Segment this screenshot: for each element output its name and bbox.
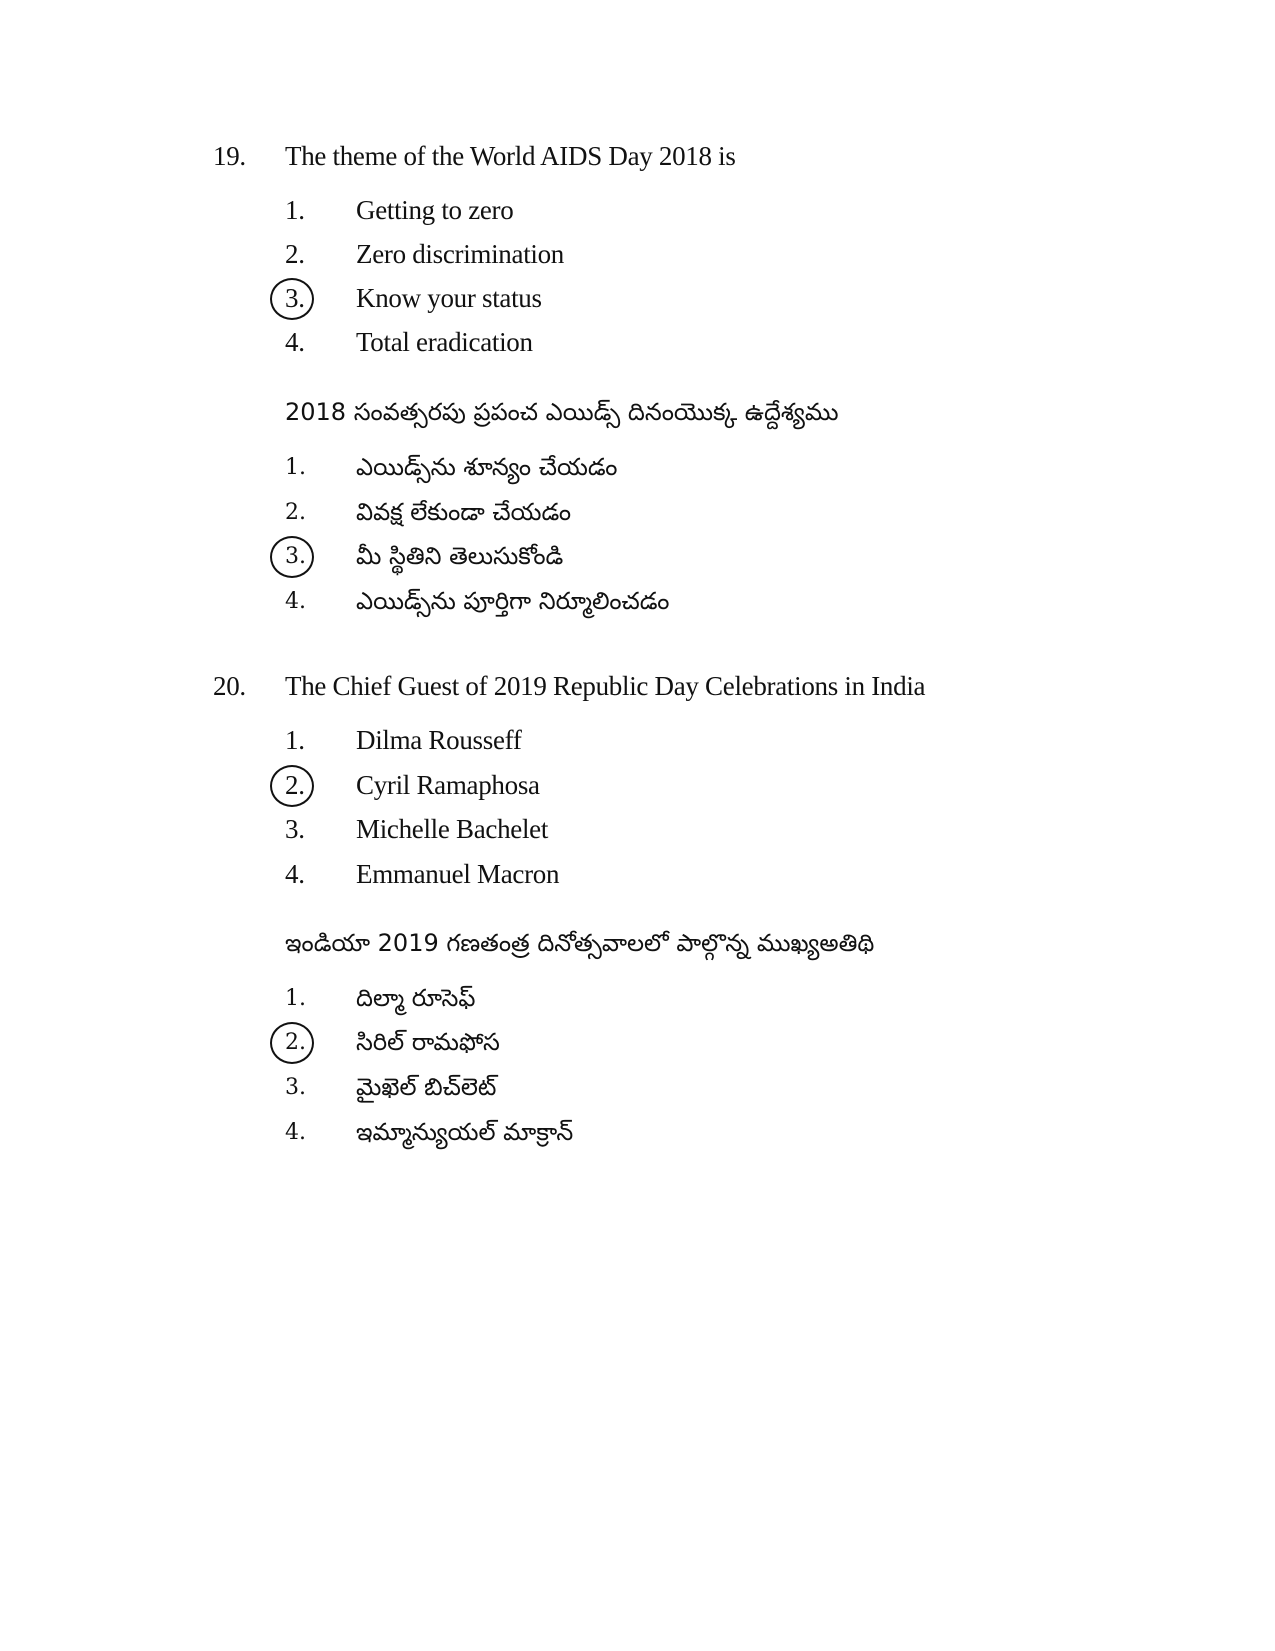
option-text-telugu: ఇమ్మాన్యుయల్ మాక్రాన్ — [356, 1118, 574, 1146]
question-text-english: The Chief Guest of 2019 Republic Day Celebrations in India — [285, 671, 926, 701]
option-number: 2. — [285, 239, 305, 269]
option-number: 4. — [285, 589, 306, 614]
option-text: Getting to zero — [356, 195, 514, 225]
option-text: Zero discrimination — [356, 239, 564, 269]
question-number: 20. — [213, 671, 246, 701]
option-number-marked: 3. — [285, 544, 306, 569]
option-text-telugu: ఎయిడ్స్‌ను శూన్యం చేయడం — [356, 453, 618, 481]
option-number-marked: 3. — [285, 283, 305, 313]
question-text-english: The theme of the World AIDS Day 2018 is — [285, 141, 736, 171]
option-text-telugu: ఎయిడ్స్‌ను పూర్తిగా నిర్మూలించడం — [356, 587, 670, 615]
option-text: Total eradication — [356, 327, 533, 357]
option-text: Michelle Bachelet — [356, 814, 549, 844]
option-number: 1. — [285, 195, 305, 225]
option-text: Dilma Rousseff — [356, 725, 522, 755]
option-text-telugu: మైఖెల్ బిచ్‌లెట్ — [356, 1073, 497, 1101]
option-text-telugu-marked: సిరిల్ రామఫోస — [356, 1028, 500, 1056]
option-number: 1. — [285, 455, 306, 480]
option-number: 2. — [285, 500, 306, 525]
option-text-marked: Know your status — [356, 283, 542, 313]
option-text-telugu-marked: మీ స్థితిని తెలుసుకోండి — [356, 542, 564, 570]
option-number-marked: 2. — [285, 770, 305, 800]
option-number: 4. — [285, 327, 305, 357]
option-number-marked: 2. — [285, 1030, 306, 1055]
option-text-marked: Cyril Ramaphosa — [356, 770, 540, 800]
option-number: 3. — [285, 814, 305, 844]
option-number: 1. — [285, 986, 306, 1011]
question-text-telugu: 2018 సంవత్సరపు ప్రపంచ ఎయిడ్స్ దినంయొక్క ఉద్దేశ్యము — [285, 398, 839, 426]
option-text: Emmanuel Macron — [356, 859, 560, 889]
option-number: 3. — [285, 1075, 306, 1100]
question-number: 19. — [213, 141, 246, 171]
option-text-telugu: దిల్మా రూసెఫ్ — [356, 984, 476, 1012]
option-number: 1. — [285, 725, 305, 755]
option-number: 4. — [285, 859, 305, 889]
question-text-telugu: ఇండియా 2019 గణతంత్ర దినోత్సవాలలో పాల్గొన్న ముఖ్యఅతిథి — [285, 929, 875, 957]
option-text-telugu: వివక్ష లేకుండా చేయడం — [356, 498, 572, 526]
option-number: 4. — [285, 1120, 306, 1145]
